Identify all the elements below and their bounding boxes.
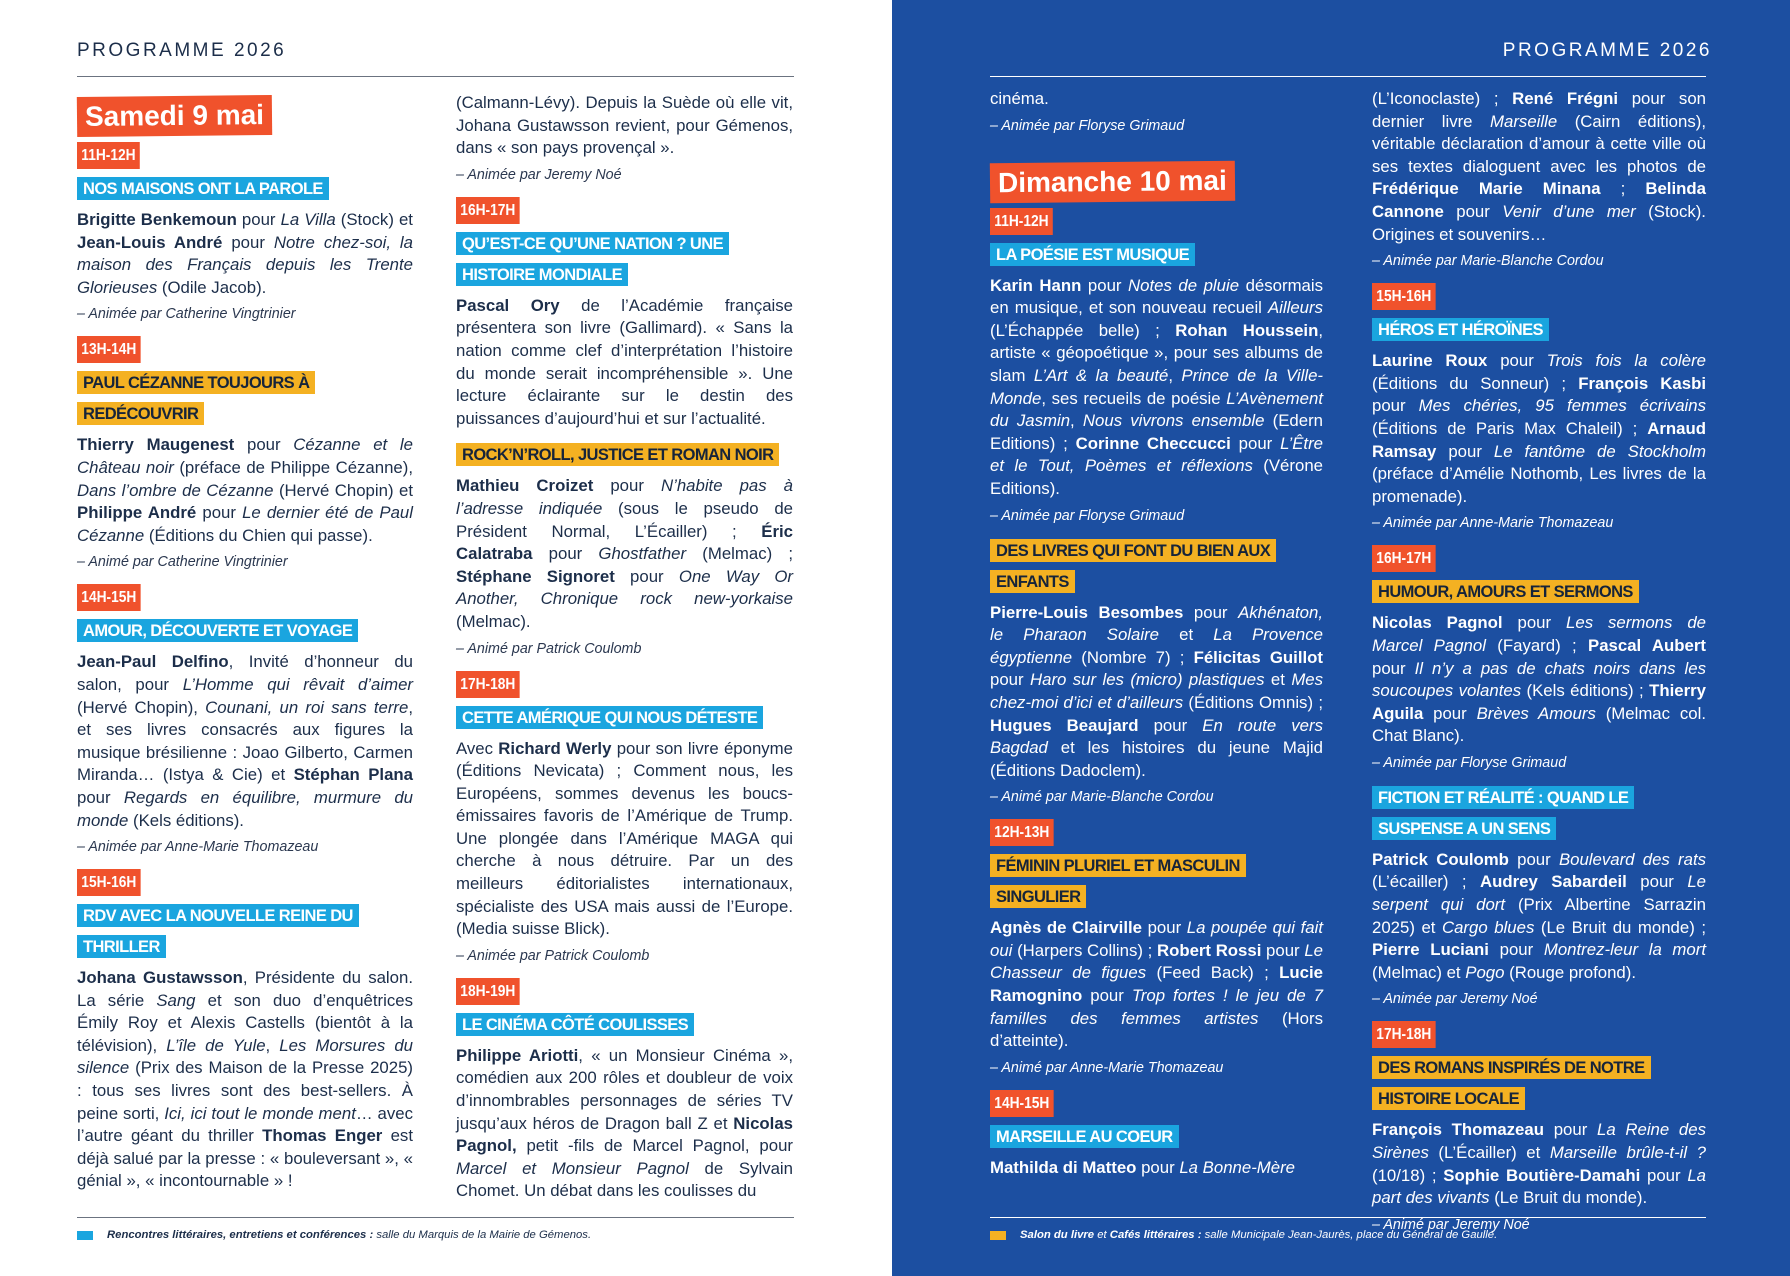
header-rule-right (990, 76, 1706, 77)
footer-legend-left (77, 1229, 591, 1241)
time-badge: 12H-13H (990, 819, 1054, 846)
legend-and: et (1094, 1229, 1110, 1241)
legend-label: Salon du livre (1020, 1229, 1095, 1241)
session (456, 440, 793, 658)
session-description-continued: cinéma. (990, 89, 1049, 108)
time-badge: 15H-16H (1372, 283, 1436, 310)
session-moderator: – Animé par Marie-Blanche Cordou (990, 789, 1214, 806)
session-title: LA POÉSIE EST MUSIQUE (990, 243, 1195, 266)
session (1372, 543, 1706, 773)
session-moderator: – Animé par Jeremy Noé (1372, 1216, 1530, 1233)
time-badge: 17H-18H (456, 671, 520, 698)
session (77, 334, 413, 572)
session (77, 140, 413, 324)
session (1372, 1019, 1706, 1234)
column-2 (456, 92, 793, 1208)
footer-legend-right (990, 1229, 1497, 1241)
header-rule-left (77, 76, 794, 77)
session-title: MARSEILLE AU COEUR (990, 1125, 1179, 1148)
session-description: Patrick Coulomb pour Boulevard des rats (L’écailler) ; Audrey Sabardeil pour Le serpent qui dort (Prix Albertine Sarrazin 2025) et Cargo blues (Le Bruit du monde) ; Pierre Luciani pour Montrez-leur la mort (Melmac) et Pogo (Rouge profond). (1372, 849, 1706, 982)
session (456, 669, 793, 966)
column-4 (1372, 88, 1706, 1245)
session (1372, 783, 1706, 1010)
session-moderator: – Animée par Floryse Grimaud (990, 117, 1185, 134)
legend-swatch-yellow (990, 1231, 1006, 1240)
session-moderator: – Animé par Anne-Marie Thomazeau (990, 1059, 1224, 1076)
session-moderator: – Animé par Patrick Coulomb (456, 640, 642, 657)
column-1 (77, 96, 413, 1198)
session-description: Pierre-Louis Besombes pour Akhénaton, le Pharaon Solaire et La Provence égyptienne (Nombre 7) ; Félicitas Guillot pour Haro sur les (micro) plastiques et Mes chez-moi d’ici et d’ailleurs (Éditions Omnis) ; Hugues Beaujard pour En route vers Bagdad et les histoires du jeune Majid (Éditions Dadoclem). (990, 602, 1324, 780)
session (456, 976, 793, 1203)
session-description: Mathieu Croizet pour N’habite pas à l’adresse indiquée (sous le pseudo de Président Normal, L’Écailler) ; Éric Calatraba pour Ghostfather (Melmac) ; Stéphane Signoret pour One Way Or Another, Chronique rock new-yorkaise (Melmac). (456, 476, 793, 631)
day-heading-sunday: Dimanche 10 mai (990, 160, 1235, 203)
time-badge: 18H-19H (456, 978, 520, 1005)
session-title: AMOUR, DÉCOUVERTE ET VOYAGE (77, 619, 358, 642)
running-head-right: PROGRAMME 2026 (1502, 40, 1712, 61)
session-title: FÉMININ PLURIEL ET MASCULIN SINGULIER (990, 854, 1246, 908)
session-title: DES ROMANS INSPIRÉS DE NOTRE HISTOIRE LOCALE (1372, 1056, 1651, 1110)
time-badge: 15H-16H (77, 869, 141, 896)
session-description: Nicolas Pagnol pour Les sermons de Marcel Pagnol (Fayard) ; Pascal Aubert pour Il n’y a pas de chats noirs dans les soucoupes volantes (Kels éditions) ; Thierry Aguila pour Brèves Amours (Melmac col. Chat Blanc). (1372, 613, 1706, 746)
session-description: Mathilda di Matteo pour La Bonne-Mère (990, 1157, 1296, 1177)
time-badge: 16H-17H (1372, 545, 1436, 572)
time-badge: 14H-15H (77, 584, 141, 611)
session-title: FICTION ET RÉALITÉ : QUAND LE SUSPENSE A UN SENS (1372, 786, 1634, 840)
session-title: CETTE AMÉRIQUE QUI NOUS DÉTESTE (456, 706, 763, 729)
session-description: François Thomazeau pour La Reine des Sirènes (L’Écailler) et Marseille brûle-t-il ? (10/18) ; Sophie Boutière-Damahi pour La part des vivants (Le Bruit du monde). (1372, 1120, 1706, 1208)
footer-rule-left (77, 1217, 794, 1218)
time-badge: 17H-18H (1372, 1021, 1436, 1048)
time-badge: 11H-12H (990, 208, 1053, 235)
running-head-left: PROGRAMME 2026 (77, 40, 287, 61)
left-page (0, 0, 892, 1276)
session-description: Thierry Maugenest pour Cézanne et le Château noir (préface de Philippe Cézanne), Dans l’ombre de Cézanne (Hervé Chopin) et Philippe André pour Le dernier été de Paul Cézanne (Éditions du Chien qui passe). (77, 435, 413, 545)
session-description: Brigitte Benkemoun pour La Villa (Stock) et Jean-Louis André pour Notre chez-soi, la maison des Français depuis les Trente Glorieuses (Odile Jacob). (77, 210, 413, 297)
session-description: Avec Richard Werly pour son livre éponyme (Éditions Nevicata) ; Comment nous, les Européens, sommes devenus les boucs-émissaires favoris de l’Amérique de Trump. Une plongée dans l’Amérique MAGA qui cherche à nous détruire. Par un des meilleurs éditorialistes internationaux, spécialiste des USA mais aussi de l’Europe. (Media suisse Blick). (456, 738, 793, 939)
session-description: Pascal Ory de l’Académie française présentera son livre (Gallimard). « Sans la nation comme clef d’interprétation l’histoire du monde serait incompréhensible ». Une lecture éclairante sur le destin des puissances d’aujourd’hui et sur l’actualité. (456, 295, 793, 428)
session (456, 195, 793, 431)
session (990, 536, 1323, 808)
session-moderator: – Animée par Jeremy Noé (456, 166, 622, 183)
session (990, 1088, 1323, 1180)
time-badge: 16H-17H (456, 197, 520, 224)
session-description: Jean-Paul Delfino, Invité d’honneur du salon, pour L’Homme qui rêvait d’aimer (Hervé Chopin), Counani, un roi sans terre, et ses livres consacrés aux figures la musique brésilienne : Joao Gilberto, Carmen Miranda… (Istya & Cie) et Stéphan Plana pour Regards en équilibre, murmure du monde (Kels éditions). (77, 652, 414, 830)
session-description: Karin Hann pour Notes de pluie désormais en musique, et son nouveau recueil Ailleurs (L’Échappée belle) ; Rohan Houssein, artiste « géopoétique », pour ses albums de slam L’Art & la beauté, Prince de la Ville-Monde, ses recueils de poésie L’Avènement du Jasmin, Nous vivrons ensemble (Edern Editions) ; Corinne Checcucci pour L’Être et le Tout, Poèmes et réflexions (Vérone Editions). (990, 275, 1324, 498)
session-moderator: – Animée par Anne-Marie Thomazeau (77, 839, 319, 856)
session-moderator: – Animée par Jeremy Noé (1372, 991, 1538, 1008)
footer-rule-right (990, 1217, 1706, 1218)
session-moderator: – Animée par Marie-Blanche Cordou (1372, 253, 1604, 270)
session (1372, 281, 1706, 533)
time-badge: 14H-15H (990, 1090, 1054, 1117)
session-title: PAUL CÉZANNE TOUJOURS À REDÉCOUVRIR (77, 371, 315, 425)
right-page (892, 0, 1790, 1276)
day-heading-saturday: Samedi 9 mai (77, 95, 272, 137)
session-title: LE CINÉMA CÔTÉ COULISSES (456, 1013, 694, 1036)
legend-swatch-blue (77, 1231, 93, 1240)
session (77, 582, 413, 857)
session-description: Laurine Roux pour Trois fois la colère (Éditions du Sonneur) ; François Kasbi pour Mes chéries, 95 femmes écrivains (Éditions de Paris Max Chaleil) ; Arnaud Ramsay pour Le fantôme de Stockholm (préface d’Amélie Nothomb, Les livres de la promenade). (1372, 351, 1707, 506)
session-description-continued: (L’Iconoclaste) ; René Frégni pour son dernier livre Marseille (Cairn éditions), véritable déclaration d’amour à cette ville où ses textes dialoguent avec les photos de Frédérique Marie Minana ; Belinda Cannone pour Venir d’une mer (Stock). Origines et souvenirs… (1372, 89, 1706, 244)
time-badge: 13H-14H (77, 336, 141, 363)
session-description: Agnès de Clairville pour La poupée qui fait oui (Harpers Collins) ; Robert Rossi pour Le Chasseur de figues (Feed Back) ; Lucie Ramognino pour Trop fortes ! le jeu de 7 familles des femmes artistes (Hors d’atteinte). (990, 918, 1324, 1051)
session-title: NOS MAISONS ONT LA PAROLE (77, 177, 329, 200)
legend-label: Rencontres littéraires, entretiens et conférences : (107, 1229, 374, 1241)
session-moderator: – Animée par Floryse Grimaud (1372, 754, 1567, 771)
session (990, 817, 1323, 1078)
session-title: HÉROS ET HÉROÏNES (1372, 318, 1549, 341)
session-title: DES LIVRES QUI FONT DU BIEN AUX ENFANTS (990, 539, 1276, 593)
legend-label: Cafés littéraires : (1109, 1229, 1202, 1241)
session-moderator: – Animé par Catherine Vingtrinier (77, 554, 288, 571)
time-badge: 11H-12H (77, 142, 140, 169)
session (77, 867, 413, 1193)
session-description: Philippe Ariotti, « un Monsieur Cinéma », comédien aux 200 rôles et doubleur de voix d’innombrables personnages de séries TV jusqu’aux héros de Dragon ball Z et Nicolas Pagnol, petit -fils de Marcel Pagnol, pour Marcel et Monsieur Pagnol de Sylvain Chomet. Un débat dans les coulisses du (456, 1045, 793, 1201)
session-moderator: – Animée par Catherine Vingtrinier (77, 306, 296, 323)
legend-text: salle Municipale Jean-Jaurès, place du Général de Gaulle. (1201, 1229, 1498, 1241)
session-title: ROCK’N’ROLL, JUSTICE ET ROMAN NOIR (456, 443, 779, 466)
session-description: Johana Gustawsson, Présidente du salon. La série Sang et son duo d’enquêtrices Émily Roy et Alexis Castells (bientôt à la télévision), L’île de Yule, Les Morsures du silence (Prix des Maison de la Presse 2025) : tous ses livres sont des best-sellers. À peine sorti, Ici, ici tout le monde ment… avec l’autre géant du thriller Thomas Enger est déjà salué par la presse : « bouleversant », « génial », « incontournable » ! (77, 968, 413, 1191)
legend-text: salle du Marquis de la Mairie de Gémenos. (373, 1229, 592, 1241)
session-title: QU’EST-CE QU’UNE NATION ? UNE HISTOIRE MONDIALE (456, 232, 729, 286)
session-description-continued: (Calmann-Lévy). Depuis la Suède où elle vit, Johana Gustawsson revient, pour Gémenos, dans « son pays provençal ». (456, 93, 793, 158)
session-moderator: – Animée par Anne-Marie Thomazeau (1372, 515, 1614, 532)
session (990, 206, 1323, 526)
session-moderator: – Animée par Floryse Grimaud (990, 507, 1185, 524)
session-moderator: – Animée par Patrick Coulomb (456, 947, 650, 964)
column-3 (990, 88, 1323, 1184)
session-title: RDV AVEC LA NOUVELLE REINE DU THRILLER (77, 904, 359, 958)
session-title: HUMOUR, AMOURS ET SERMONS (1372, 580, 1639, 603)
